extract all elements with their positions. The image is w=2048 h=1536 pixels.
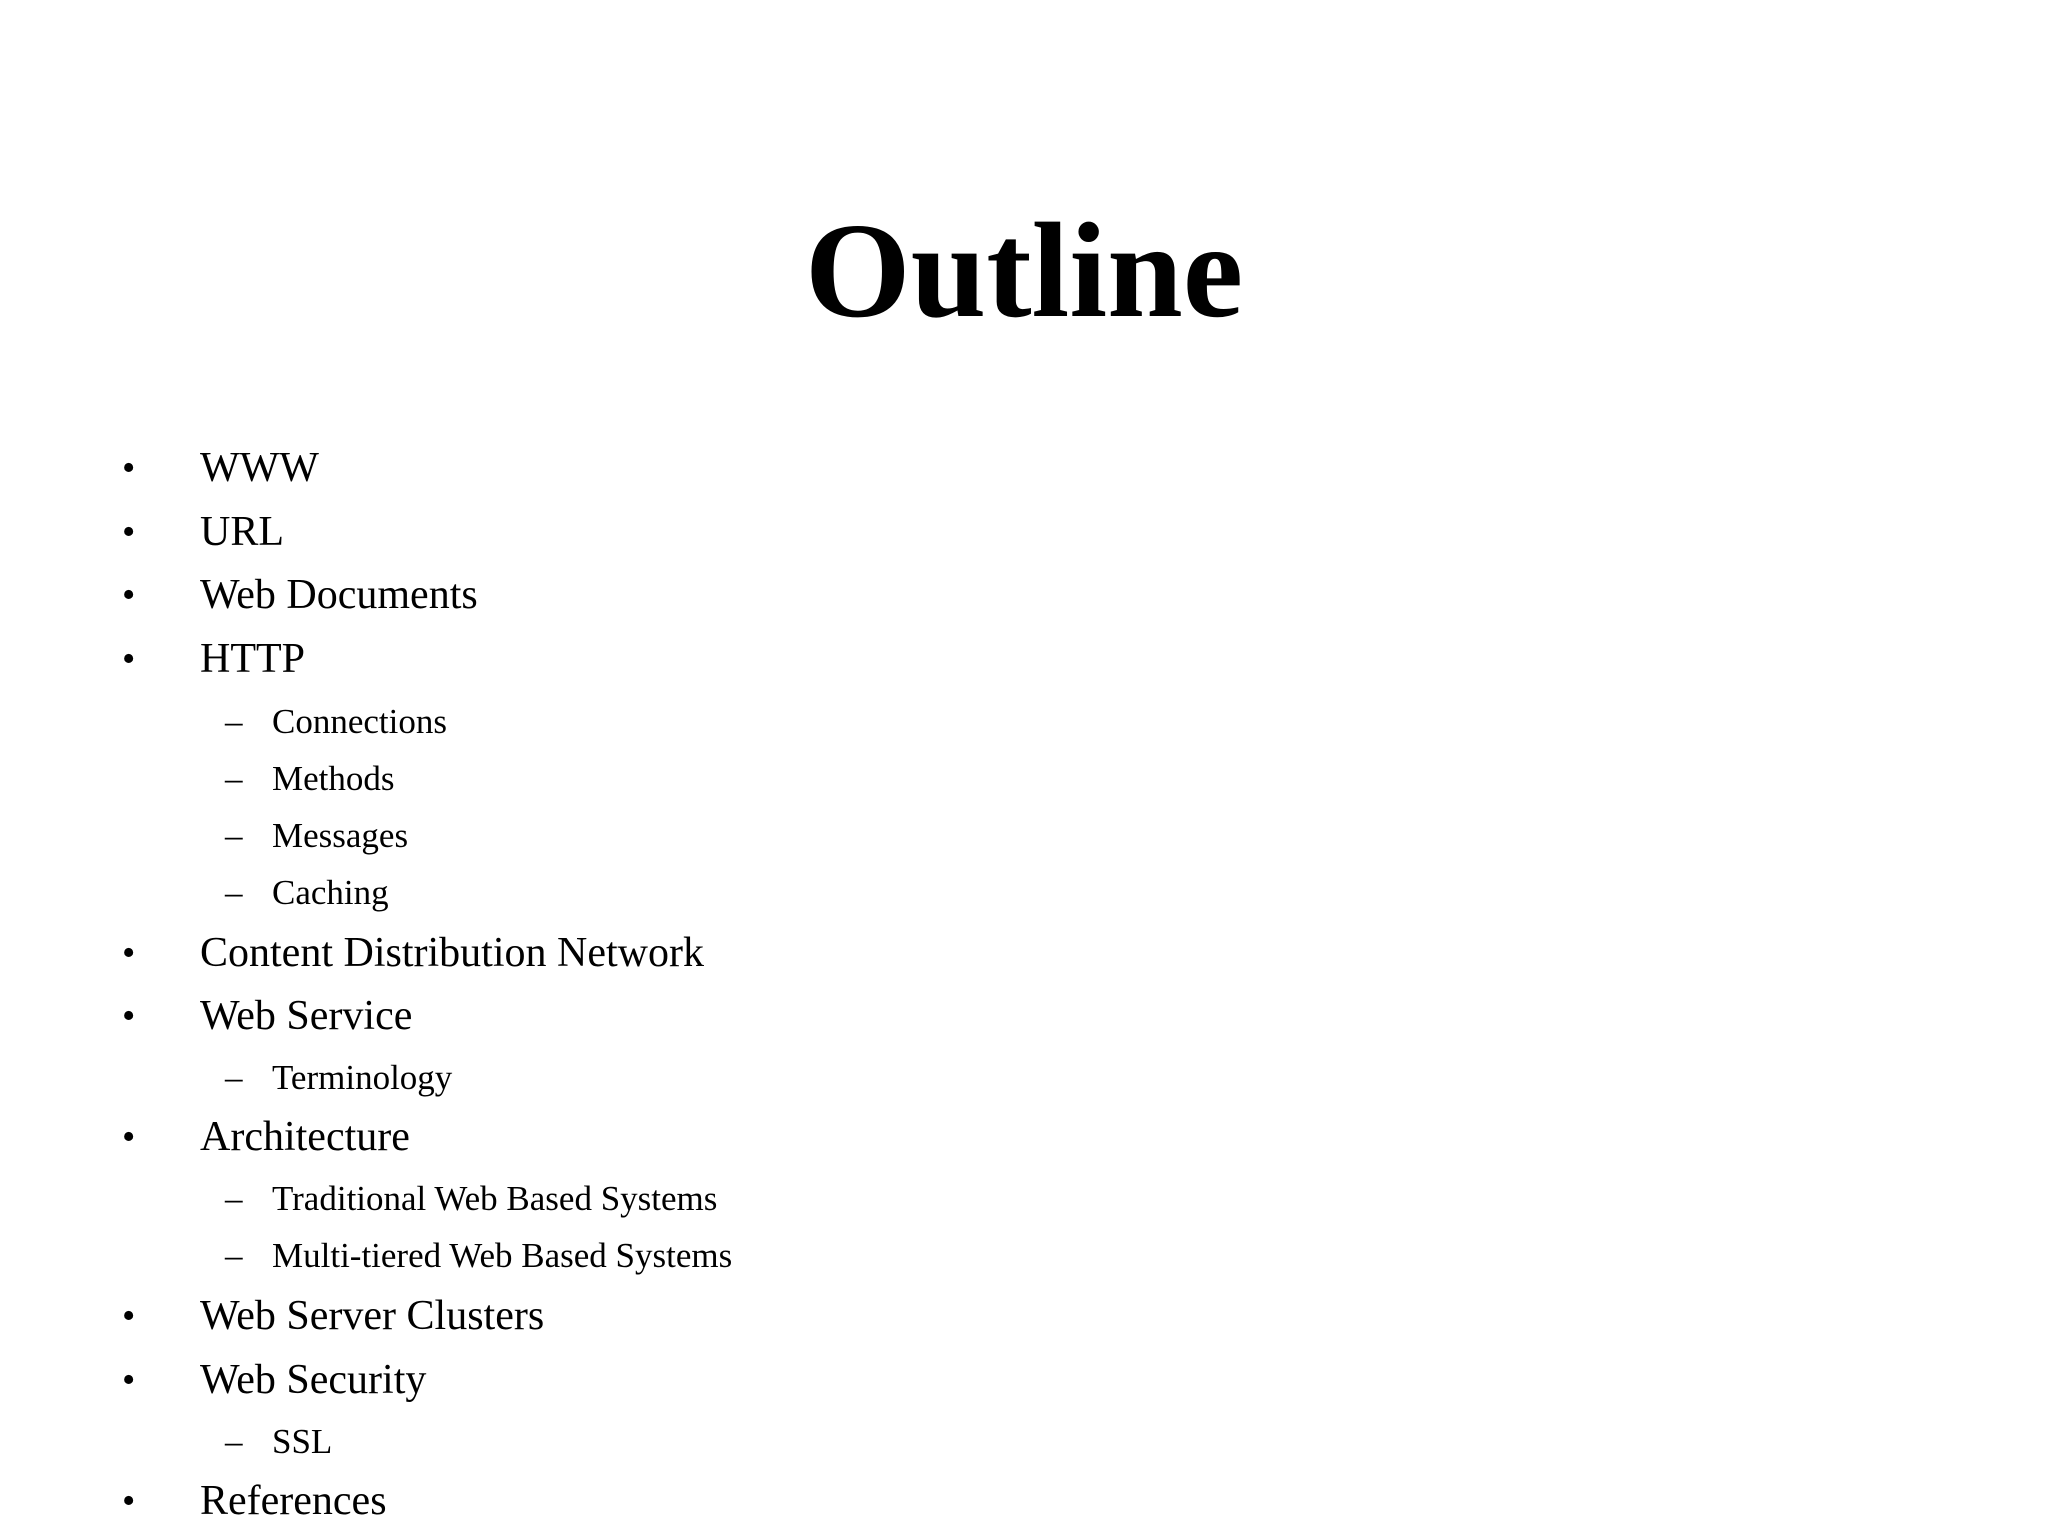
bullet-icon: • (122, 447, 136, 489)
outline-item-label: Web Security (200, 1357, 427, 1403)
outline-item-label: HTTP (200, 636, 305, 682)
dash-icon: – (225, 759, 243, 798)
dash-icon: – (225, 816, 243, 855)
outline-item-label: Architecture (200, 1114, 410, 1160)
bullet-icon: • (122, 638, 136, 680)
bullet-icon: • (122, 995, 136, 1037)
bullet-icon: • (122, 1480, 136, 1522)
outline-subitem-label: Terminology (272, 1058, 453, 1097)
bullet-icon: • (122, 1295, 136, 1337)
outline-item-label: WWW (200, 445, 319, 491)
outline-subitem-label: Multi-tiered Web Based Systems (272, 1236, 733, 1275)
outline-item-label: Web Documents (200, 572, 478, 618)
dash-icon: – (225, 873, 243, 912)
outline-subitem-label: Methods (272, 759, 395, 798)
bullet-icon: • (122, 932, 136, 974)
outline-item-label: Content Distribution Network (200, 930, 704, 976)
slide-title: Outline (804, 196, 1244, 346)
bullet-icon: • (122, 1116, 136, 1158)
outline-subitem-label: Traditional Web Based Systems (272, 1179, 718, 1218)
bullet-icon: • (122, 574, 136, 616)
dash-icon: – (225, 1422, 243, 1461)
dash-icon: – (225, 1236, 243, 1275)
outline-item-label: References (200, 1478, 387, 1524)
dash-icon: – (225, 1179, 243, 1218)
bullet-icon: • (122, 1359, 136, 1401)
outline-subitem-label: SSL (272, 1422, 333, 1461)
outline-subitem-label: Connections (272, 702, 447, 741)
outline-item-label: Web Service (200, 993, 413, 1039)
outline-subitem-label: Caching (272, 873, 389, 912)
outline-item-label: URL (200, 509, 284, 555)
outline-subitem-label: Messages (272, 816, 409, 855)
dash-icon: – (225, 702, 243, 741)
bullet-icon: • (122, 511, 136, 553)
outline-item-label: Web Server Clusters (200, 1293, 545, 1339)
dash-icon: – (225, 1058, 243, 1097)
